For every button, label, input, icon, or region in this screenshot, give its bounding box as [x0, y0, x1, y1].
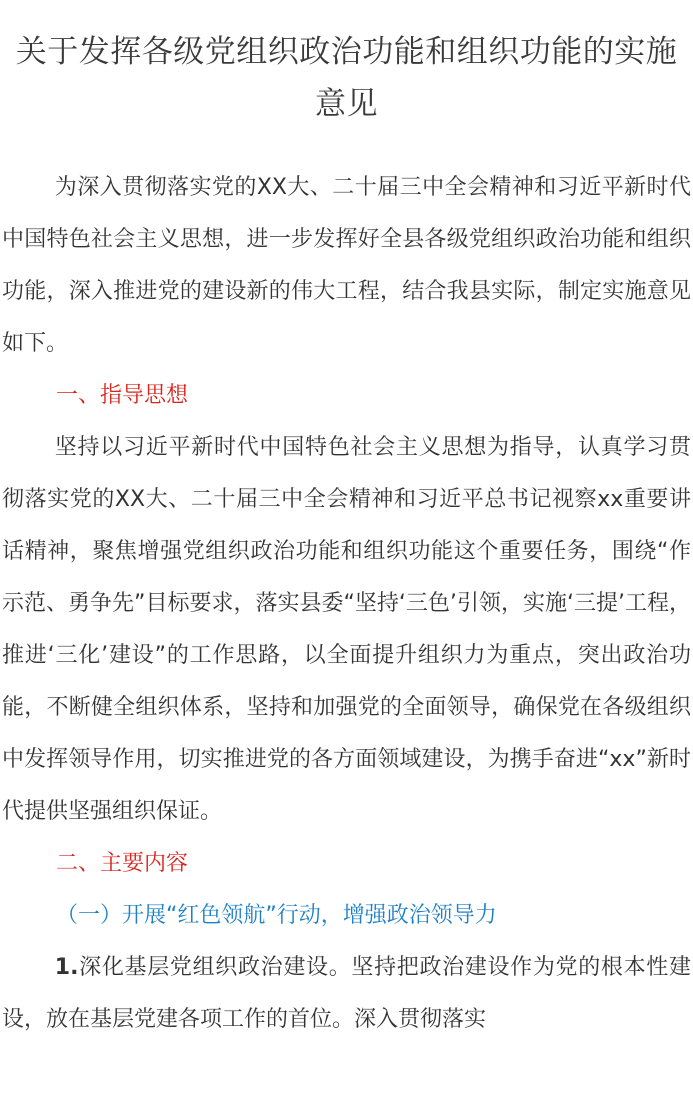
subsection-heading-red-leadership: （一）开展“红色领航”行动，增强政治领导力 — [56, 903, 497, 928]
document-body — [0, 162, 693, 1046]
item-text: 深化基层党组织政治建设。坚持把政治建设作为党的根本性建设，放在基层党建各项工作的首位。深入贯彻落实 — [2, 955, 691, 1032]
intro-paragraph: 为深入贯彻落实党的XX大、二十届三中全会精神和习近平新时代中国特色社会主义思想，进一步发挥好全县各级党组织政治功能和组织功能，深入推进党的建设新的伟大工程，结合我县实际，制定实施意见如下。 — [2, 175, 691, 356]
item-paragraph — [2, 942, 691, 1046]
document-title: 关于发挥各级党组织政治功能和组织功能的实施意见 — [15, 34, 678, 122]
guiding-ideology-paragraph: 坚持以习近平新时代中国特色社会主义思想为指导，认真学习贯彻落实党的XX大、二十届三中全会精神和习近平总书记视察xx重要讲话精神，聚焦增强党组织政治功能和组织功能这个重要任务，围绕“作示范、勇争先”目标要求，落实县委“坚持‘三色’引领，实施‘三提’工程，推进‘三化’建设”的工作思路，以全面提升组织力为重点，突出政治功能，不断健全组织体系，坚持和加强党的全面领导，确保党在各级组织中发挥领导作用，切实推进党的各方面领域建设，为携手奋进“xx”新时代提供坚强组织保证。 — [2, 435, 691, 824]
section-heading-main-content: 二、主要内容 — [56, 851, 189, 876]
item-number: 1. — [54, 955, 79, 980]
section-heading-guiding-ideology: 一、指导思想 — [56, 383, 189, 408]
